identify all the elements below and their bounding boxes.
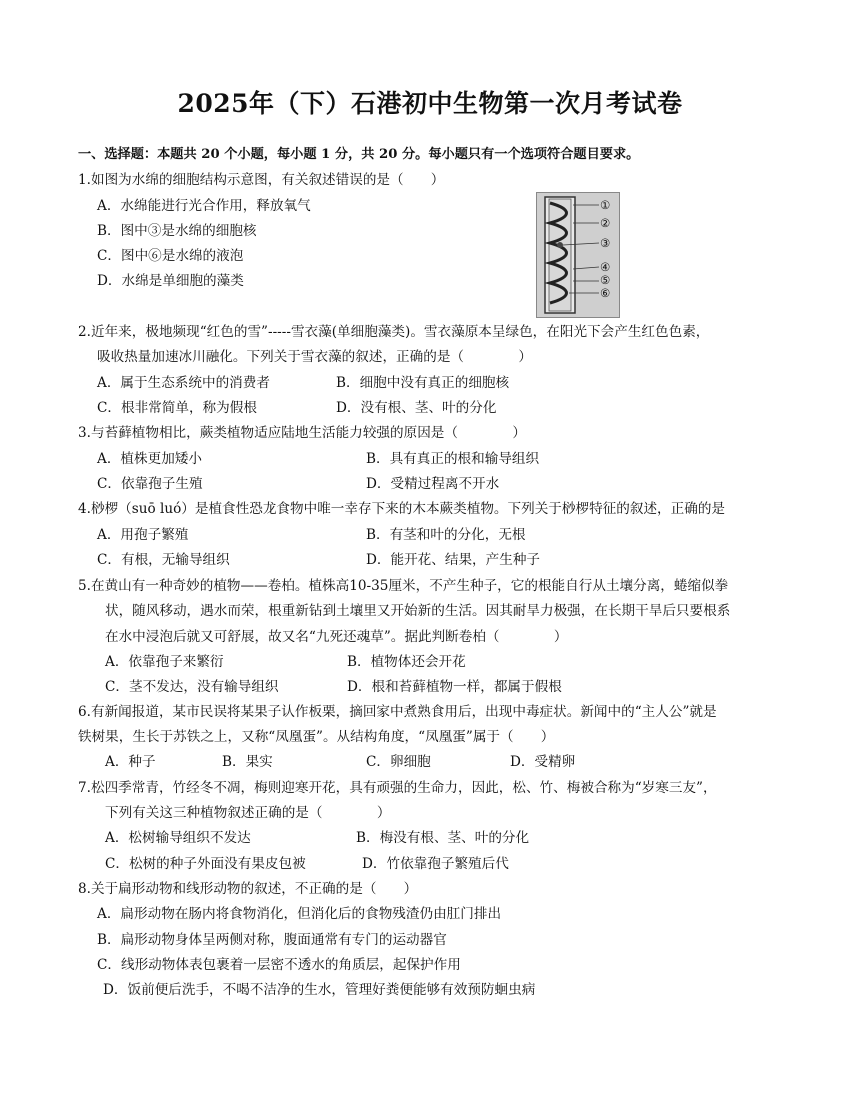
- figure-label-4: ④: [600, 260, 611, 274]
- question-5-option-d: D．根和苔藓植物一样，都属于假根: [347, 679, 562, 695]
- page-title: 2025年（下）石港初中生物第一次月考试卷: [177, 89, 683, 118]
- question-4-option-c: C．有根，无输导组织: [97, 552, 230, 568]
- question-5-option-b: B．植物体还会开花: [347, 654, 466, 670]
- figure-label-3: ③: [600, 236, 611, 250]
- question-4-option-d: D．能开花、结果，产生种子: [366, 552, 541, 568]
- question-6-option-b: B．果实: [222, 754, 273, 770]
- question-1-option-d: D．水绵是单细胞的藻类: [97, 273, 244, 289]
- question-1-stem: 1.如图为水绵的细胞结构示意图，有关叙述错误的是（ ）: [78, 172, 445, 188]
- question-3-option-b: B．具有真正的根和输导组织: [366, 451, 540, 467]
- question-7-option-c: C．松树的种子外面没有果皮包被: [105, 856, 306, 872]
- figure-label-5: ⑤: [600, 273, 611, 287]
- question-1-option-c: C．图中⑥是水绵的液泡: [97, 248, 244, 264]
- question-3-option-c: C．依靠孢子生殖: [97, 476, 203, 492]
- question-3-option-a: A．植株更加矮小: [97, 451, 202, 467]
- question-4-option-a: A．用孢子繁殖: [97, 527, 189, 543]
- question-5-option-a: A．依靠孢子来繁衍: [105, 654, 224, 670]
- question-1-option-a: A．水绵能进行光合作用，释放氧气: [97, 198, 311, 214]
- question-5-option-c: C．茎不发达，没有输导组织: [105, 679, 279, 695]
- question-6-option-a: A．种子: [105, 754, 156, 770]
- question-2-stem-line-1: 2.近年来，极地频现“红色的雪”-----雪衣藻(单细胞藻类)。雪衣藻原本呈绿色，在阳光下会产生红色色素，: [78, 324, 710, 340]
- question-8-option-c: C．线形动物体表包裹着一层密不透水的角质层，起保护作用: [97, 957, 461, 973]
- question-2-option-a: A．属于生态系统中的消费者: [97, 375, 270, 391]
- question-7-stem-line-2: 下列有关这三种植物叙述正确的是（ ）: [105, 805, 391, 821]
- question-6-option-d: D．受精卵: [510, 754, 576, 770]
- question-2-option-b: B．细胞中没有真正的细胞核: [336, 375, 510, 391]
- section-heading: 一、选择题：本题共 20 个小题，每小题 1 分，共 20 分。每小题只有一个选项符合题目要求。: [78, 147, 640, 162]
- figure-labels: [600, 195, 610, 301]
- question-6-stem-line-1: 6.有新闻报道，某市民误将某果子认作板栗，摘回家中煮熟食用后，出现中毒症状。新闻中的“主人公”就是: [78, 704, 717, 720]
- question-3-stem: 3.与苔藓植物相比，蕨类植物适应陆地生活能力较强的原因是（ ）: [78, 425, 526, 441]
- question-4-stem: 4.桫椤（suō luó）是植食性恐龙食物中唯一幸存下来的木本蕨类植物。下列关于桫椤特征的叙述，正确的是: [78, 501, 726, 517]
- question-2-option-d: D．没有根、茎、叶的分化: [336, 400, 497, 416]
- question-7-option-a: A．松树输导组织不发达: [105, 830, 251, 846]
- question-6-stem-line-2: 铁树果，生长于苏铁之上，又称“凤凰蛋”。从结构角度，“凤凰蛋”属于（ ）: [78, 729, 555, 745]
- question-2-option-c: C．根非常简单，称为假根: [97, 400, 257, 416]
- question-2-stem-line-2: 吸收热量加速冰川融化。下列关于雪衣藻的叙述，正确的是（ ）: [97, 349, 532, 365]
- question-8-stem: 8.关于扁形动物和线形动物的叙述，不正确的是（ ）: [78, 881, 418, 897]
- question-6-option-c: C．卵细胞: [366, 754, 431, 770]
- question-4-option-b: B．有茎和叶的分化，无根: [366, 527, 526, 543]
- question-7-stem-line-1: 7.松四季常青，竹经冬不凋，梅则迎寒开花，具有顽强的生命力，因此，松、竹、梅被合称为“岁寒三友”，: [78, 780, 717, 796]
- question-5-stem-line-1: 5.在黄山有一种奇妙的植物——卷柏。植株高10-35厘米，不产生种子，它的根能自行从土壤分离，蜷缩似拳: [78, 578, 729, 594]
- figure-label-2: ②: [600, 216, 611, 230]
- figure-label-6: ⑥: [600, 286, 611, 300]
- question-8-option-d: D．饭前便后洗手，不喝不洁净的生水，管理好粪便能够有效预防蛔虫病: [103, 982, 536, 998]
- question-7-option-b: B．梅没有根、茎、叶的分化: [356, 830, 530, 846]
- question-1-option-b: B．图中③是水绵的细胞核: [97, 223, 257, 239]
- question-8-option-b: B．扁形动物身体呈两侧对称，腹面通常有专门的运动器官: [97, 932, 447, 948]
- question-7-option-d: D．竹依靠孢子繁殖后代: [362, 856, 509, 872]
- question-8-option-a: A．扁形动物在肠内将食物消化，但消化后的食物残渣仍由肛门排出: [97, 906, 502, 922]
- question-5-stem-line-3: 在水中浸泡后就又可舒展，故又名“九死还魂草”。据此判断卷柏（ ）: [105, 629, 568, 645]
- figure-label-1: ①: [600, 198, 611, 212]
- question-3-option-d: D．受精过程离不开水: [366, 476, 500, 492]
- question-5-stem-line-2: 状，随风移动，遇水而荣，根重新钻到土壤里又开始新的生活。因其耐旱力极强，在长期干旱后只要根系: [105, 603, 731, 619]
